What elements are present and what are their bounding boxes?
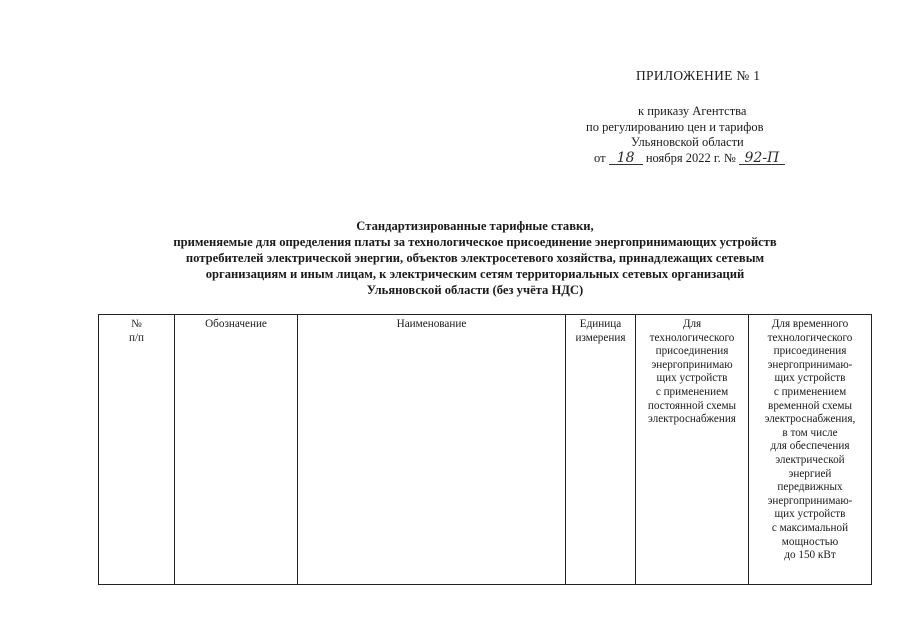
header-cell-name [298,315,566,585]
appendix-title: ПРИЛОЖЕНИЕ № 1 [636,68,761,83]
handwritten-order-number: 92-П [739,152,785,165]
handwritten-date-day: 18 [609,152,643,165]
header-cell-temporary-scheme [749,315,872,585]
header-cell-line: присоединения [655,345,729,358]
header-cell-line: до 150 кВт [784,549,836,562]
header-cell-line: передвижных [777,481,843,494]
header-cell-line: для обеспечения [770,440,850,453]
title-line: применяемые для определения платы за технологическое присоединение энергопринимающих устройств [173,235,777,249]
header-cell-line: щих устройств [656,372,728,385]
header-cell-line: временной схемы [768,399,852,412]
header-cell-line: в том числе [782,426,838,439]
header-cell-line: с применением [773,385,847,398]
header-cell-line: мощностью [781,535,839,548]
header-cell-line: технологического [649,331,735,344]
header-cell-line: Для [682,318,702,330]
header-cell-unit [566,315,636,585]
header-cell-number [99,315,175,585]
order-date-line [560,151,870,167]
header-cell-line: щих устройств [774,372,846,385]
header-cell-designation [175,315,298,585]
title-line: потребителей электрической энергии, объектов электросетевого хозяйства, принадлежащих сетевым [185,251,765,265]
order-reference [560,104,870,166]
header-cell-line: энергопринимаю [651,358,733,371]
header-cell-line: Наименование [396,318,467,330]
table-header-row [99,315,872,585]
header-cell-line: № [131,318,142,330]
order-line: к приказу Агентства [638,104,747,118]
date-rest: ноября 2022 г. № [645,150,736,165]
header-cell-line: энергопринимаю- [767,358,853,371]
header-cell-line: электроснабжения, [764,413,856,426]
order-line: по регулированию цен и тарифов [586,119,764,134]
document-title [60,218,890,298]
header-cell-line: энергопринимаю- [767,494,853,507]
header-cell-line: электроснабжения [648,413,736,426]
header-cell-line: Единица [579,318,622,330]
title-line: Стандартизированные тарифные ставки, [356,219,594,233]
date-prefix: от [594,150,606,165]
title-line: Ульяновской области (без учёта НДС) [366,283,584,297]
header-cell-line: присоединения [773,345,847,358]
header-cell-permanent-scheme [636,315,749,585]
header-cell-line: с максимальной [771,521,849,534]
header-cell-line: электрической [775,453,845,466]
tariff-table [98,314,872,585]
header-cell-line: Обозначение [205,318,267,330]
header-cell-line: п/п [128,331,145,344]
header-cell-line: измерения [575,331,626,344]
header-cell-line: щих устройств [774,508,846,521]
header-cell-line: постоянной схемы [647,399,737,412]
header-cell-line: с применением [655,385,729,398]
order-line: Ульяновской области [631,135,744,149]
title-line: организациям и иным лицам, к электрическим сетям территориальных сетевых организаций [205,267,745,281]
header-cell-line: Для временного [771,318,849,330]
header-cell-line: энергией [788,467,832,480]
header-cell-line: технологического [767,331,853,344]
